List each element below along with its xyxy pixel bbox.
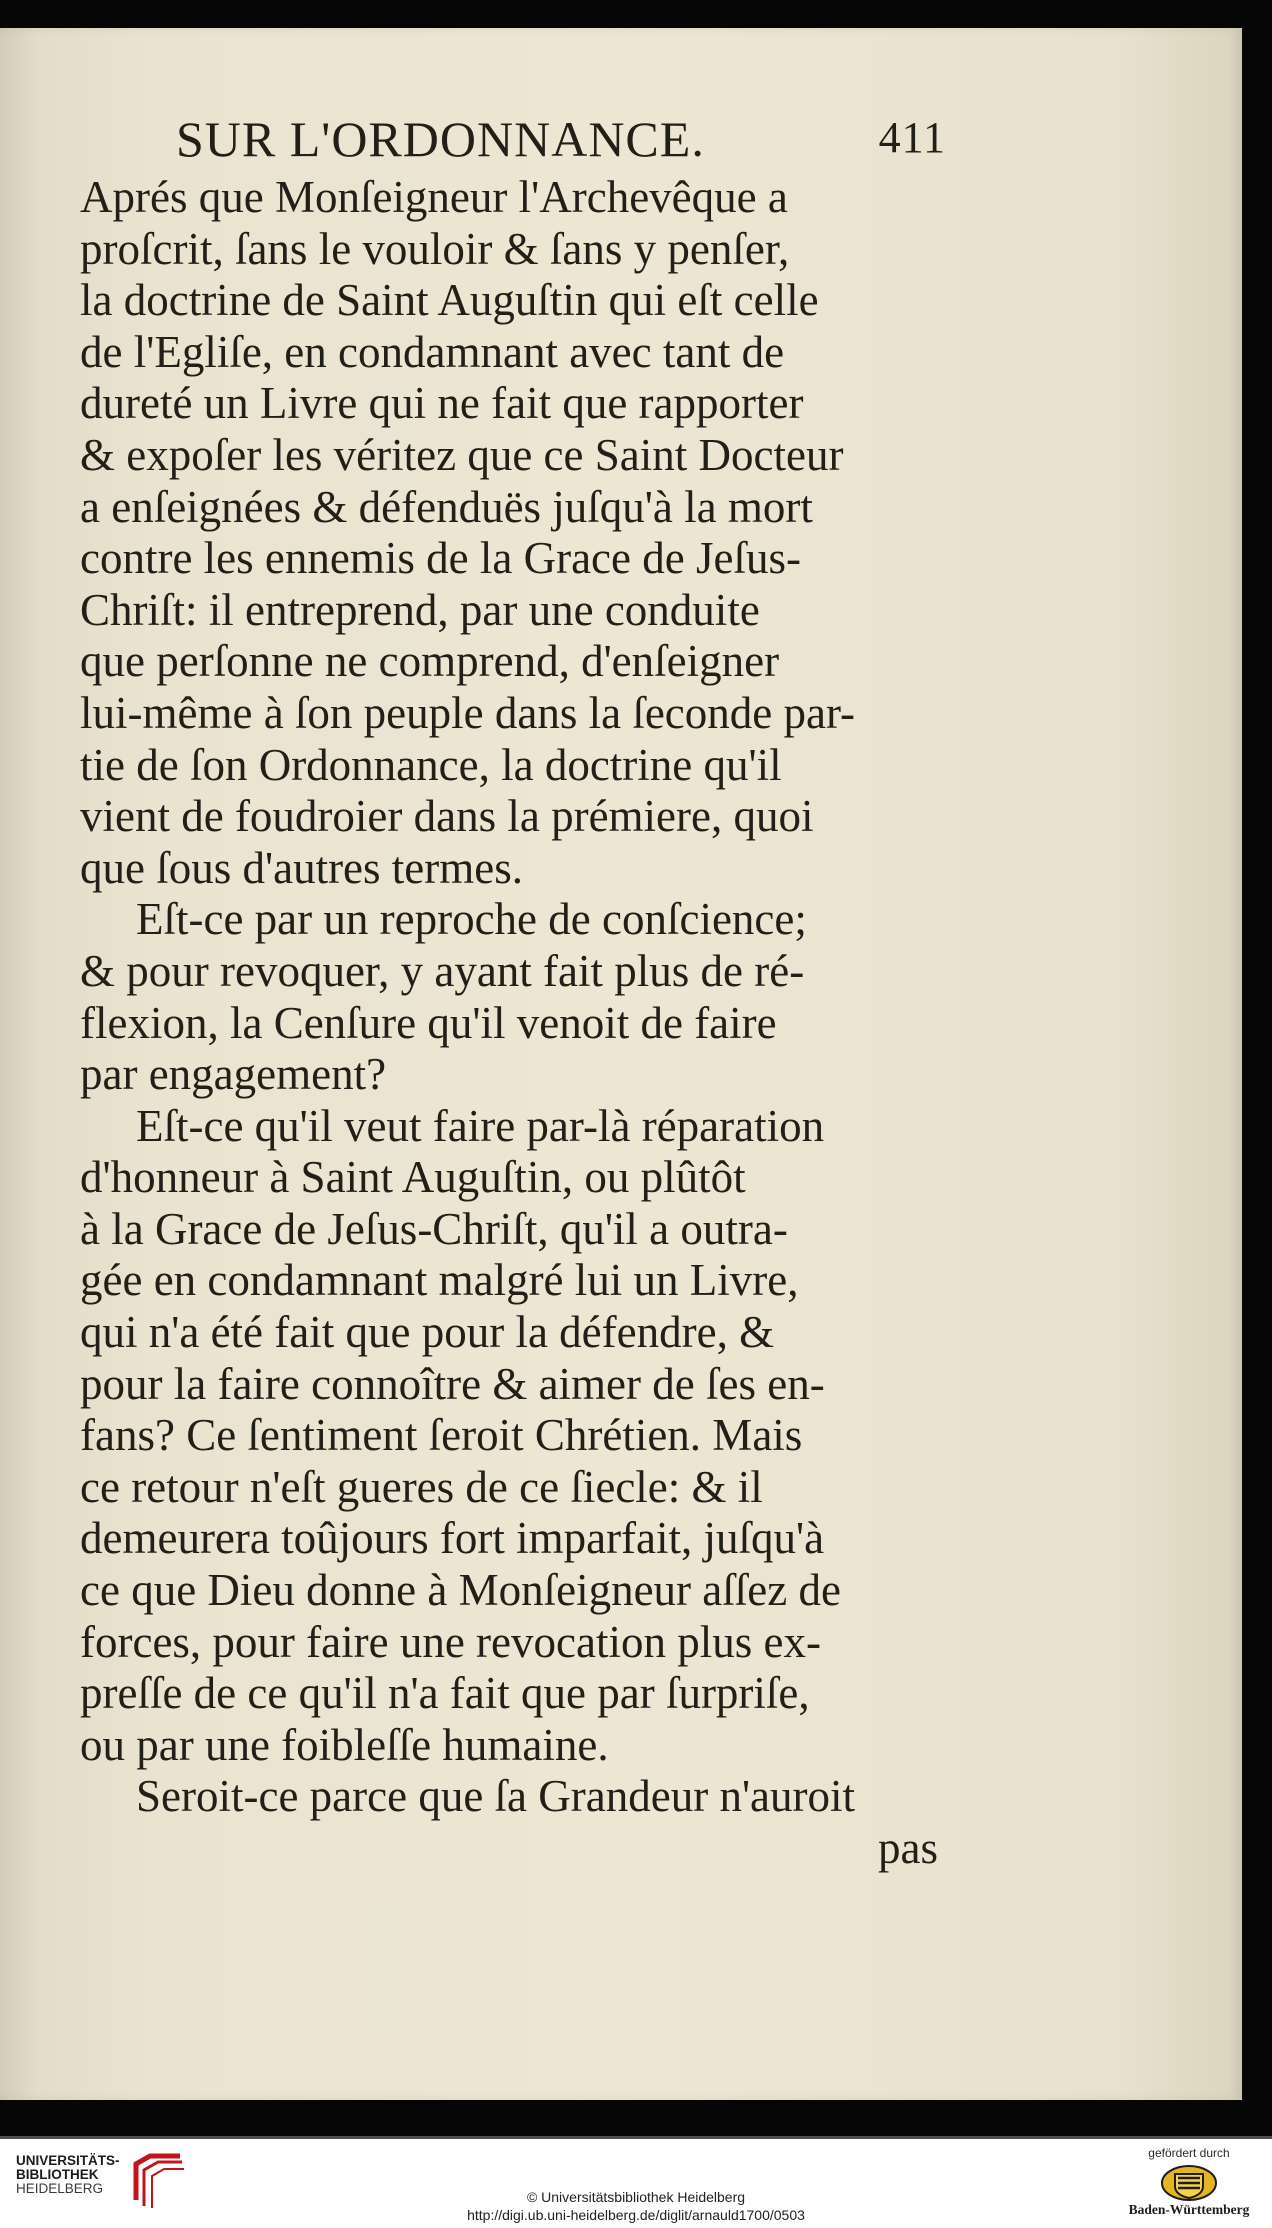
copyright-block	[0, 2188, 1272, 2224]
text-line: Chriſt: il entreprend, par une conduite	[80, 584, 760, 635]
text-line: Eſt-ce qu'il veut faire par-là réparation	[136, 1100, 825, 1151]
text-line: qui n'a été fait que pour la défendre, &	[80, 1307, 775, 1358]
sponsor-name: Baden-Württemberg	[1128, 2202, 1250, 2217]
text-line: Aprés que Monſeigneur l'Archevêque a	[80, 172, 788, 222]
text-line: ce retour n'eſt gueres de ce ſiecle: & il	[80, 1461, 763, 1512]
text-line: dureté un Livre qui ne fait que rapporter	[80, 378, 804, 429]
running-head	[80, 110, 946, 172]
text-line: vient de foudroier dans la prémiere, quoi	[80, 791, 814, 842]
text-line: & expoſer les véritez que ce Saint Docteur	[80, 429, 844, 480]
page-number: 411	[878, 113, 946, 162]
baden-wuerttemberg-emblem-icon	[1160, 2164, 1218, 2202]
text-line: proſcrit, ſans le vouloir & ſans y penſer,	[80, 223, 790, 274]
text-line: par engagement?	[80, 1049, 387, 1100]
running-title: SUR L'ORDONNANCE.	[176, 111, 705, 167]
text-line: flexion, la Cenſure qu'il venoit de faire	[80, 997, 777, 1048]
text-line: Eſt-ce par un reproche de conſcience;	[136, 894, 807, 945]
text-line: gée en condamnant malgré lui un Livre,	[80, 1255, 799, 1306]
library-name-line: BIBLIOTHEK	[16, 2167, 99, 2182]
copyright-text: © Universitätsbibliothek Heidelberg	[526, 2189, 746, 2205]
text-line: fans? Ce ſentiment ſeroit Chrétien. Mais	[80, 1410, 803, 1461]
text-line: a enſeignées & défenduës juſqu'à la mort	[80, 481, 813, 532]
text-line: de l'Egliſe, en condamnant avec tant de	[80, 326, 785, 377]
book-page	[0, 28, 1242, 2100]
text-line: que perſonne ne comprend, d'enſeigner	[80, 636, 780, 687]
permalink-url[interactable]: http://digi.ub.uni-heidelberg.de/diglit/arnauld1700/0503	[467, 2207, 805, 2223]
library-name-line: UNIVERSITÄTS-	[16, 2153, 120, 2168]
text-line: à la Grace de Jeſus-Chriſt, qu'il a outra-	[80, 1203, 788, 1254]
page-content	[80, 110, 946, 1875]
catchword: pas	[878, 1823, 938, 1873]
text-line: Seroit-ce parce que ſa Grandeur n'auroit	[136, 1771, 856, 1822]
footer-divider	[0, 2136, 1272, 2139]
text-line: d'honneur à Saint Auguſtin, ou plûtôt	[80, 1152, 746, 1203]
text-line: & pour revoquer, y ayant fait plus de ré-	[80, 945, 805, 996]
library-name-line: HEIDELBERG	[16, 2181, 104, 2196]
text-line: la doctrine de Saint Auguſtin qui eſt celle	[80, 275, 819, 326]
sponsor-logo[interactable]	[1116, 2146, 1262, 2226]
text-line: lui-même à ſon peuple dans la ſeconde par-	[80, 687, 856, 738]
text-line: preſſe de ce qu'il n'a fait que par ſurpriſe,	[80, 1668, 810, 1719]
text-line: que ſous d'autres termes.	[80, 842, 523, 893]
viewer-footer	[0, 2136, 1272, 2228]
funded-by-label: gefördert durch	[1148, 2146, 1230, 2160]
text-line: contre les ennemis de la Grace de Jeſus-	[80, 533, 801, 584]
text-line: demeurera toûjours fort imparfait, juſqu'à	[80, 1513, 825, 1564]
text-line: forces, pour faire une revocation plus ex-	[80, 1616, 821, 1667]
text-line: ou par une foibleſſe humaine.	[80, 1719, 609, 1770]
body-text	[80, 172, 946, 1875]
text-line: ce que Dieu donne à Monſeigneur aſſez de	[80, 1565, 841, 1616]
text-line: tie de ſon Ordonnance, la doctrine qu'il	[80, 739, 782, 790]
text-line: pour la faire connoître & aimer de ſes en-	[80, 1358, 825, 1409]
